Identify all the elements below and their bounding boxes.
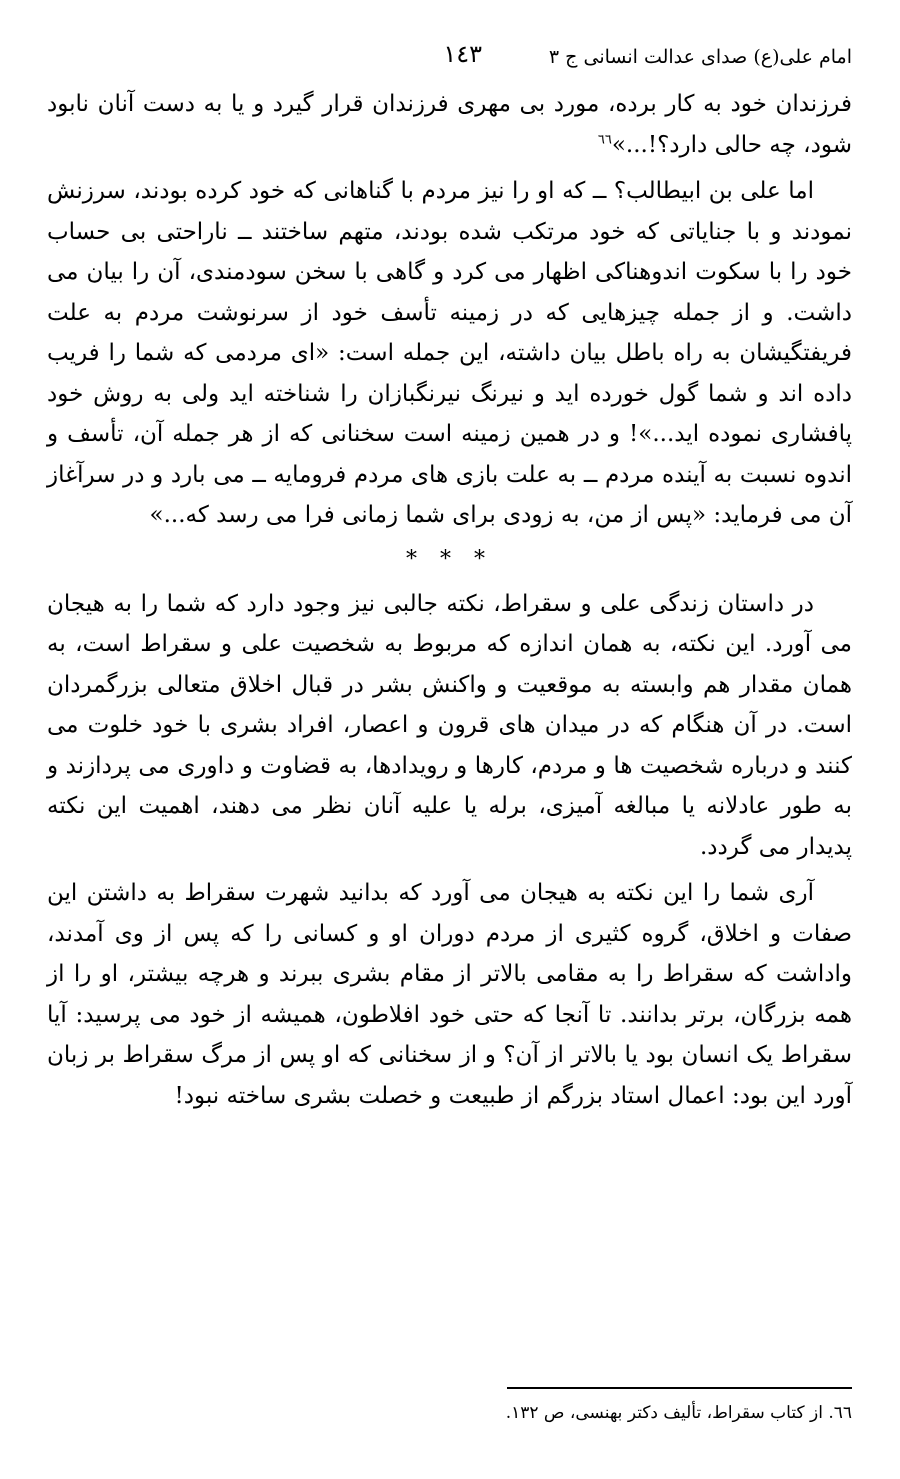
paragraph-4: آری شما را این نکته به هیجان می آورد که بدانید شهرت سقراط به داشتن این صفات و اخلاق، گروه کثیری از مردم دوران او و کسانی را که پس از وی آمدند، واداشت که سقراط را به مقامی بالاتر از مقام بشری ببرند و هرچه بیشتر، او را از همه بزرگان، برتر بدانند. تا آنجا که حتی خود افلاطون، همیشه از خود می پرسید: آیا سقراط یک انسان بود یا بالاتر از آن؟ و از سخنانی که او پس از مرگ سقراط بر زبان آورد این بود: اعمال استاد بزرگم از طبیعت و خصلت بشری ساخته نبود! [47,880,852,1109]
footnote-reference: ٦٦ [597,131,612,147]
footnote: ٦٦. از کتاب سقراط، تألیف دکتر بهنسی، ص ١٣٢. [505,1403,852,1423]
paragraph-2: اما علی بن ابیطالب؟ ــ که او را نیز مردم با گناهانی که خود کرده بودند، سرزنش نمودند و با جنایاتی که خود مرتکب شده بودند، متهم ساختند ــ ناراحتی بی حساب خود را با سکوت اندوهناکی اظهار می کرد و گاهی با سخن سودمندی، آن را بیان می داشت. و از جمله چیزهایی که در زمینه تأسف خود از سرنوشت مردم به علت فریفتگیشان به راه باطل بیان داشته، این جمله است: «ای مردمی که شما را فریب داده اند و شما گول خورده اید و نیرنگ نیرنگبازان را شناخته اید ولی به روش خود پافشاری نموده اید...»! و در همین زمینه است سخنانی که از هر جمله آن، تأسف و اندوه نسبت به آینده مردم ــ به علت بازی های مردم فرومایه ــ می بارد و در سرآغاز آن می فرماید: «پس از من، به زودی برای شما زمانی فرا می رسد که...» [47,178,852,528]
page-header [47,40,852,74]
running-title: امام علی(ع) صدای عدالت انسانی ج ٣ [548,46,852,68]
footnote-divider [507,1387,852,1389]
body-text [47,84,852,1122]
page-number: ١٤٣ [443,40,482,68]
paragraph-1-text: فرزندان خود به کار برده، مورد بی مهری فرزندان قرار گیرد و یا به دست آنان نابود شود، چه حالی دارد؟!...» [47,91,852,158]
paragraph-1 [47,84,852,165]
paragraph-3: در داستان زندگی علی و سقراط، نکته جالبی نیز وجود دارد که شما را به هیجان می آورد. این نکته، به همان اندازه که مربوط به شخصیت علی و سقراط است، به همان مقدار هم وابسته به موقعیت و واکنش بشر در قبال اخلاق متعالی بزرگمردان است. در آن هنگام که در میدان های قرون و اعصار، افراد بشری با خود خلوت می کنند و درباره شخصیت ها و مردم، کارها و رویدادها، به قضاوت و داوری می پردازند و به طور عادلانه یا مبالغه آمیزی، برله یا علیه آنان نظر می دهند، اهمیت این نکته پدیدار می گردد. [47,590,852,860]
section-separator: * * * [406,546,493,572]
